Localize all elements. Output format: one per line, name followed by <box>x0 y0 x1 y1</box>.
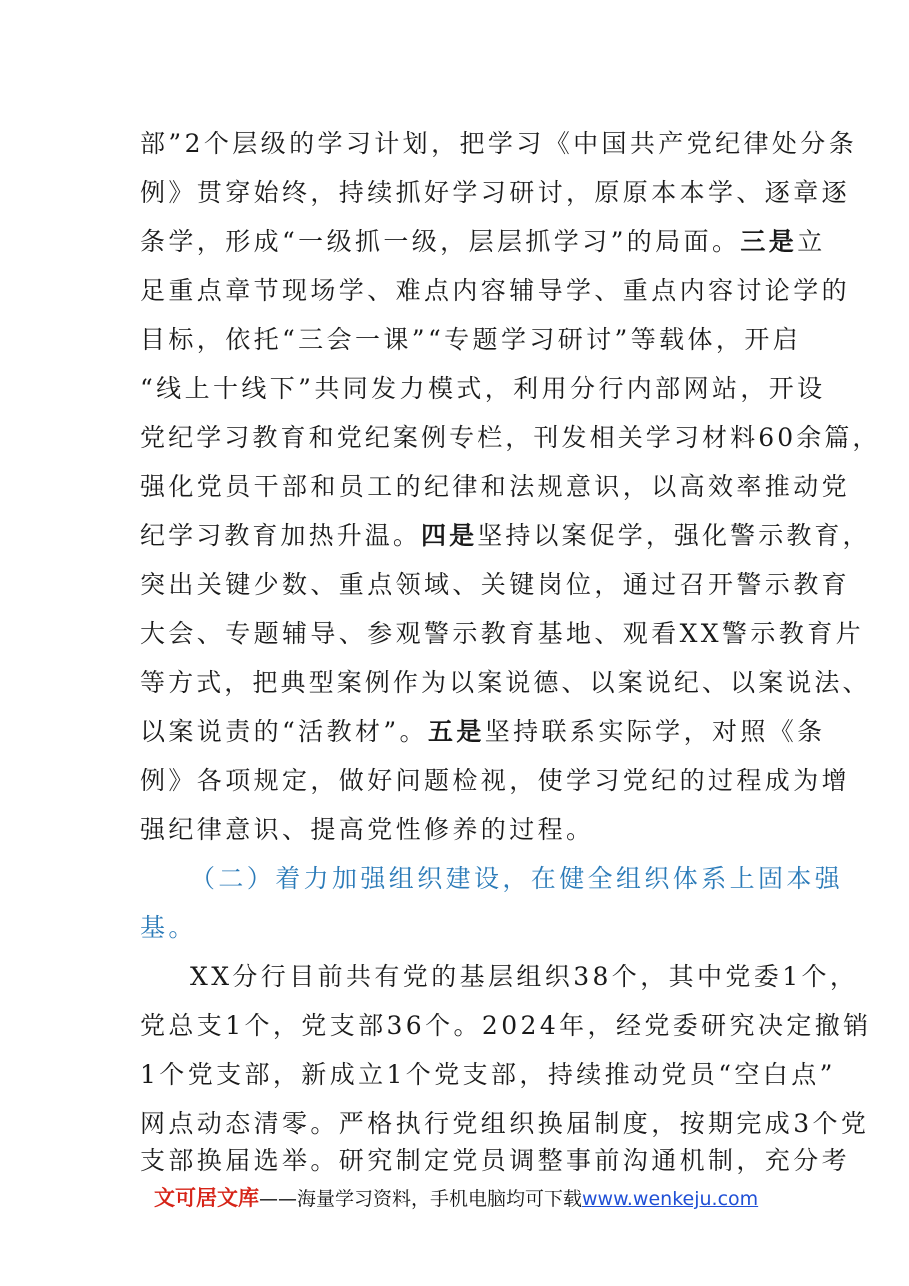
bold-keyword: 四是 <box>421 521 478 550</box>
footer-brand: 文可居文库 <box>154 1186 259 1210</box>
paragraph-line: 党纪学习教育和党纪案例专栏，刊发相关学习材料60余篇， <box>140 423 881 452</box>
paragraph-line: 1个党支部，新成立1个党支部，持续推动党员“空白点” <box>140 1060 836 1089</box>
footer-tagline: ——海量学习资料，手机电脑均可下载 <box>259 1188 583 1210</box>
paragraph-text: 立 <box>797 227 826 256</box>
paragraph-line: 部”2个层级的学习计划，把学习《中国共产党纪律处分条 <box>140 129 858 158</box>
paragraph-line: “线上十线下”共同发力模式，利用分行内部网站，开设 <box>140 374 826 403</box>
paragraph-line: 强化党员干部和员工的纪律和法规意识，以高效率推动党 <box>140 472 851 501</box>
paragraph-line: 支部换届选举。研究制定党员调整事前沟通机制，充分考 <box>140 1146 851 1175</box>
section-heading-continued: 基。 <box>140 913 197 942</box>
footer-banner <box>154 1180 758 1216</box>
paragraph-text: 坚持以案促学，强化警示教育， <box>477 521 871 550</box>
paragraph-line: 突出关键少数、重点领域、关键岗位，通过召开警示教育 <box>140 570 851 599</box>
footer-link[interactable]: www.wenkeju.com <box>582 1188 759 1210</box>
paragraph-line: 等方式，把典型案例作为以案说德、以案说纪、以案说法、 <box>140 668 871 697</box>
paragraph-line: 大会、专题辅导、参观警示教育基地、观看XX警示教育片 <box>140 619 864 648</box>
paragraph-line <box>140 222 826 262</box>
bold-keyword: 三是 <box>740 227 798 256</box>
paragraph-line <box>140 516 871 556</box>
paragraph-line: 党总支1个，党支部36个。2024年，经党委研究决定撤销 <box>140 1011 872 1040</box>
paragraph-line <box>140 712 826 752</box>
paragraph-line: 例》各项规定，做好问题检视，使学习党纪的过程成为增 <box>140 766 851 795</box>
paragraph-text: 坚持联系实际学，对照《条 <box>484 717 826 746</box>
paragraph-text: 条学，形成“一级抓一级，层层抓学习”的局面。 <box>140 227 741 256</box>
paragraph-text: 以案说责的“活教材”。 <box>140 717 428 746</box>
paragraph-line: XX分行目前共有党的基层组织38个，其中党委1个， <box>190 962 859 991</box>
paragraph-line: 目标，依托“三会一课”“专题学习研讨”等载体，开启 <box>140 325 802 354</box>
paragraph-line: 强纪律意识、提高党性修养的过程。 <box>140 815 595 844</box>
paragraph-line: 足重点章节现场学、难点内容辅导学、重点内容讨论学的 <box>140 276 851 305</box>
paragraph-line: 网点动态清零。严格执行党组织换届制度，按期完成3个党 <box>140 1109 870 1138</box>
bold-keyword: 五是 <box>427 717 485 746</box>
paragraph-line: 例》贯穿始终，持续抓好学习研讨，原原本本学、逐章逐 <box>140 178 851 207</box>
paragraph-text: 纪学习教育加热升温。 <box>140 521 422 550</box>
section-heading: （二）着力加强组织建设，在健全组织体系上固本强 <box>190 864 844 893</box>
